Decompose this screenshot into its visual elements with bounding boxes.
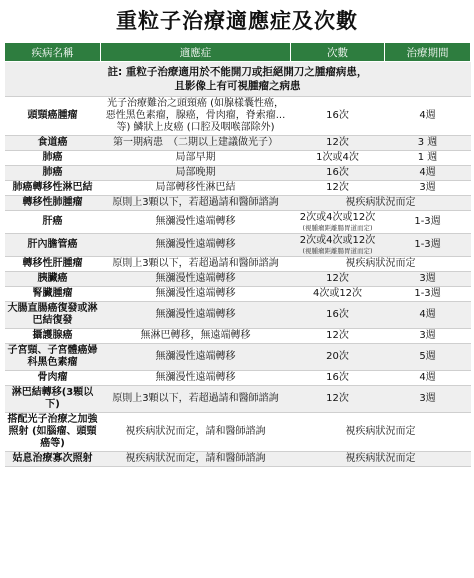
table-row <box>5 181 471 196</box>
indication: 局部轉移性淋巴結 <box>101 181 291 196</box>
session-count <box>291 371 385 386</box>
indication: 原則上3顆以下，若超過請和醫師諮詢 <box>101 257 291 272</box>
treatment-period: 3 週 <box>385 136 471 151</box>
session-count <box>291 211 385 234</box>
table-row <box>5 287 471 302</box>
disease-name: 骨肉瘤 <box>5 371 101 386</box>
table-row <box>5 329 471 344</box>
treatment-period: 3週 <box>385 386 471 413</box>
treatment-period: 1-3週 <box>385 211 471 234</box>
disease-name: 姑息治療寡次照射 <box>5 452 101 467</box>
session-count-text: 12次 <box>326 182 349 193</box>
header-disease: 疾病名稱 <box>5 43 101 62</box>
treatment-period: 5週 <box>385 344 471 371</box>
disease-name: 食道癌 <box>5 136 101 151</box>
session-count-text: 4次或12次 <box>312 288 363 299</box>
table-row <box>5 166 471 181</box>
table-row <box>5 97 471 136</box>
session-count <box>291 136 385 151</box>
indication: 視疾病狀況而定，請和醫師諮詢 <box>101 413 291 452</box>
session-count <box>291 181 385 196</box>
session-count <box>291 329 385 344</box>
indication: 無瀰漫性遠端轉移 <box>101 211 291 234</box>
session-count <box>291 302 385 329</box>
treatment-period: 3週 <box>385 272 471 287</box>
session-count <box>291 386 385 413</box>
indication: 無瀰漫性遠端轉移 <box>101 371 291 386</box>
table-row <box>5 413 471 452</box>
treatment-period: 4週 <box>385 302 471 329</box>
disease-name: 肺癌 <box>5 166 101 181</box>
count-period: 視疾病狀況而定 <box>291 413 471 452</box>
table-row <box>5 234 471 257</box>
disease-name: 肺癌 <box>5 151 101 166</box>
count-footnote: (視腫瘤距離腸胃道而定) <box>302 224 373 232</box>
table-header-row <box>5 43 471 62</box>
disease-name: 大腸直腸癌復發或淋巴結復發 <box>5 302 101 329</box>
session-count-text: 12次 <box>326 330 349 341</box>
treatment-period: 4週 <box>385 97 471 136</box>
indication: 無瀰漫性遠端轉移 <box>101 272 291 287</box>
treatment-period: 3週 <box>385 181 471 196</box>
table-row <box>5 302 471 329</box>
treatment-period: 1-3週 <box>385 234 471 257</box>
disease-name: 淋巴結轉移(3顆以下) <box>5 386 101 413</box>
indication: 原則上3顆以下，若超過請和醫師諮詢 <box>101 196 291 211</box>
indication: 無瀰漫性遠端轉移 <box>101 287 291 302</box>
session-count <box>291 97 385 136</box>
session-count-text: 20次 <box>326 351 349 362</box>
disease-name: 胰臟癌 <box>5 272 101 287</box>
session-count-text: 16次 <box>326 167 349 178</box>
header-indication: 適應症 <box>101 43 291 62</box>
disease-name: 肝內膽管癌 <box>5 234 101 257</box>
header-count: 次數 <box>291 43 385 62</box>
note-line-2: 且影像上有可視腫瘤之病患 <box>174 80 301 92</box>
session-count <box>291 287 385 302</box>
session-count <box>291 166 385 181</box>
treatment-period: 1-3週 <box>385 287 471 302</box>
disease-name: 頭頸癌腫瘤 <box>5 97 101 136</box>
table-row <box>5 272 471 287</box>
disease-name: 肝癌 <box>5 211 101 234</box>
session-count-text: 12次 <box>326 137 349 148</box>
indication: 無淋巴轉移，無遠端轉移 <box>101 329 291 344</box>
count-period: 視疾病狀況而定 <box>291 257 471 272</box>
table-row <box>5 452 471 467</box>
page-title: 重粒子治療適應症及次數 <box>116 9 358 33</box>
session-count-text: 12次 <box>326 393 349 404</box>
table-row <box>5 386 471 413</box>
indication: 無瀰漫性遠端轉移 <box>101 234 291 257</box>
indication: 視疾病狀況而定，請和醫師諮詢 <box>101 452 291 467</box>
disease-name: 搭配光子治療之加強照射 (如腦瘤、頭頸癌等) <box>5 413 101 452</box>
session-count <box>291 344 385 371</box>
disease-name: 腎臟腫瘤 <box>5 287 101 302</box>
table-row <box>5 211 471 234</box>
session-count <box>291 234 385 257</box>
disease-name: 子宮頸、子宮體癌婦科黑色素瘤 <box>5 344 101 371</box>
table-row <box>5 257 471 272</box>
session-count <box>291 151 385 166</box>
count-footnote: (視腫瘤距離腸胃道而定) <box>302 247 373 255</box>
indication: 局部早期 <box>101 151 291 166</box>
disease-name: 轉移性肺腫瘤 <box>5 196 101 211</box>
treatment-period: 3週 <box>385 329 471 344</box>
note-row <box>5 62 471 97</box>
indication: 無瀰漫性遠端轉移 <box>101 302 291 329</box>
session-count-text: 1次或4次 <box>316 152 359 163</box>
note-cell <box>5 62 471 97</box>
indication: 第一期病患 （二期以上建議做光子） <box>101 136 291 151</box>
indication: 原則上3顆以下，若超過請和醫師諮詢 <box>101 386 291 413</box>
indication: 光子治療難治之頭頸癌 (如腺樣囊性癌，惡性黑色素瘤，腺癌，骨肉瘤，脊索瘤...等) 鱗狀上皮癌 (口腔及咽喉部除外) <box>101 97 291 136</box>
session-count-text: 16次 <box>326 110 349 121</box>
note-line-1: 註: 重粒子治療適用於不能開刀或拒絕開刀之腫瘤病患， <box>107 66 368 78</box>
indication: 局部晚期 <box>101 166 291 181</box>
session-count-text: 12次 <box>326 273 349 284</box>
table-row <box>5 344 471 371</box>
session-count <box>291 272 385 287</box>
table-row <box>5 371 471 386</box>
treatment-period: 4週 <box>385 371 471 386</box>
session-count-text: 16次 <box>326 309 349 320</box>
table-row <box>5 136 471 151</box>
count-period: 視疾病狀況而定 <box>291 196 471 211</box>
indication: 無瀰漫性遠端轉移 <box>101 344 291 371</box>
disease-name: 肺癌轉移性淋巴結 <box>5 181 101 196</box>
table-row <box>5 151 471 166</box>
session-count-text: 2次或4次或12次 <box>299 235 376 246</box>
indications-table <box>4 42 471 467</box>
header-period: 治療期間 <box>385 43 471 62</box>
session-count-text: 2次或4次或12次 <box>299 212 376 223</box>
disease-name: 轉移性肝腫瘤 <box>5 257 101 272</box>
disease-name: 攝護腺癌 <box>5 329 101 344</box>
treatment-period: 4週 <box>385 166 471 181</box>
treatment-period: 1 週 <box>385 151 471 166</box>
count-period: 視疾病狀況而定 <box>291 452 471 467</box>
session-count-text: 16次 <box>326 372 349 383</box>
table-row <box>5 196 471 211</box>
